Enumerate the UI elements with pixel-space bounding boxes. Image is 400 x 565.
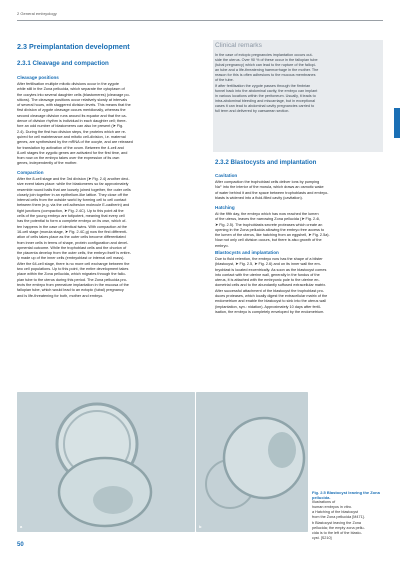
clinical-text-line: In the case of ectopic pregnancies implantation occurs out-: [215, 53, 313, 57]
text-line: first division of zygote cleavage occurs meridionally, whereas the: [17, 108, 126, 113]
text-line: of water behind it and the space between trophoblasts and embryo-: [215, 190, 329, 195]
subsection-title: 2.3.1 Cleavage and compaction: [17, 60, 109, 67]
cleavage-heading: Cleavage positions: [17, 75, 59, 80]
text-line: while still in the Zona pellucida, which separate the cytoplasm of: [17, 87, 125, 92]
cleavage-paragraph: [17, 82, 201, 167]
text-line: sitions). The cleavage positions occur relatively slowly at intervals: [17, 97, 128, 102]
text-line: duces proteases, which locally digest the extracellular matrix of the: [215, 294, 328, 299]
running-head: 2 General embryology: [17, 11, 57, 16]
clinical-text-line: of the tube.: [215, 78, 234, 83]
caption-line: cida is to the left of the blasto-: [312, 530, 362, 535]
text-line: 16-cell stage (morula stage, ➤ Fig. 2.4C,g) now the first differenti-: [17, 229, 128, 234]
text-line: After successful attachment of the blastocyst the trophoblast pro-: [215, 288, 325, 293]
text-line: resemble round balls that are loosely joined together, the outer cells: [17, 187, 131, 192]
clinical-remarks-title: Clinical remarks: [215, 42, 262, 49]
figure-image-a: [17, 392, 195, 532]
text-line: from now on the embryo takes over the expression of its own: [17, 156, 120, 161]
clinical-text-line: If after fertilisation the zygote passes through the fimbrian: [215, 83, 311, 88]
caption-line: a Hatching of the blastocyst: [312, 510, 359, 515]
compaction-heading: Compaction: [17, 170, 44, 175]
text-line: fore an odd number of blastomeres can also be present (➤ Fig.: [17, 124, 124, 129]
header-rule: [17, 20, 383, 21]
compaction-paragraph: [17, 177, 201, 299]
text-line: ➤ Fig. 2.5). The trophoblasts secrete proteases which create an: [215, 222, 323, 227]
text-line: 2.4). During the first two division steps, the proteins which are re-: [17, 129, 127, 134]
figure-label-b: b: [199, 524, 202, 529]
clinical-text-line: reason for this is often adhesions to the mucous membranes: [215, 73, 316, 78]
section-title: 2.3 Preimplantation development: [17, 42, 130, 51]
text-line: place within the Zona pellucida, which migrates through the fallo-: [17, 272, 126, 277]
text-line: tects the embryo from premature implantation in the mucosa of the: [17, 282, 129, 287]
clinical-text-line: an tube and a life-threatening haemorrhage in the mother. The: [215, 68, 319, 73]
text-line: the oocytes into several daughter cells (blastomeres) (cleavage po-: [17, 92, 130, 97]
caption-line: human embryos in vitro.: [312, 505, 353, 510]
text-line: closely join together in an epithelium-like lattice. They close off the: [17, 192, 129, 197]
text-line: and is life-threatening for both, mother and embryo.: [17, 293, 104, 298]
text-line: ly made up of the inner cells (embryoblast or internal cell mass).: [17, 256, 125, 261]
text-line: endometrium and enable the blastocyst to sink into the uterus wall: [215, 299, 327, 304]
text-line: 8-cell stages the zygotic genes are activated for the first time, and: [17, 150, 128, 155]
figure-image-b: [196, 392, 308, 532]
text-line: second cleavage division runs around its equator and that the ca-: [17, 113, 127, 118]
cavitation-heading: Cavitation: [215, 173, 238, 178]
subsection-title-2: 2.3.2 Blastocysts and implantation: [215, 159, 317, 166]
blastocyst-micrograph-a: [17, 392, 195, 532]
hatching-paragraph: [215, 212, 383, 249]
caption-line: Illustrations of: [312, 500, 336, 505]
text-line: Now not only cell division occurs, but there is also growth of the: [215, 238, 322, 243]
text-line: cells of the young embryo are totipotent, meaning that every cell: [17, 214, 125, 219]
text-line: dometrial cells and to the abundantly suffused extracellular matrix.: [215, 283, 327, 288]
text-line: At the fifth day, the embryo which has now reached the lumen: [215, 212, 319, 216]
text-line: opmental outcome. While the trophoblast cells and the chorion of: [17, 245, 127, 250]
text-line: ten happens in the case of identical twins. With compaction at the: [17, 224, 127, 229]
text-line: After the 8-cell stage and the 3rd division (➤ Fig. 2.4) another deci-: [17, 177, 130, 181]
clinical-text-line: intra-abdominal bleeding and miscarriage, but in exceptional: [215, 98, 316, 103]
text-line: into contact with the uterine wall, generally in the fundus of the: [215, 272, 320, 277]
page-number: 50: [17, 542, 24, 548]
text-line: the placenta develop from the outer cells, the embryo itself is entire-: [17, 251, 131, 256]
text-line: After the 64-cell stage, there is no more cell exchange between the: [17, 261, 130, 266]
clinical-text-line: cases it can lead to abdominal cavity pregnancies carried to: [215, 103, 315, 108]
text-line: between them (e.g. via the cell adhesion molecule E-cadherin) and: [17, 203, 130, 208]
text-line: uterus, it is attached with the embryonic pole to the uterine en-: [215, 278, 320, 283]
clinical-remarks-text: [215, 53, 381, 114]
text-line: genes, are synthesised by the mRNA of the oocyte, and are released: [17, 140, 133, 145]
clinical-text-line: (tubal pregnancy) which can lead to the rupture of the fallopi-: [215, 63, 316, 68]
text-line: opening in the Zona pellucida allowing the embryo free access to: [215, 227, 325, 232]
text-line: genes, independently of the mother.: [17, 161, 78, 166]
text-line: bryoblast is located excentrically. As soon as the blastocyst comes: [215, 267, 327, 272]
text-line: (blastocyst, ➤ Fig. 2.5, ➤ Fig. 2.6) and on its inner wall the em-: [215, 262, 321, 267]
text-line: from inner cells in terms of shape, protein configuration and devel-: [17, 240, 129, 245]
text-line: for translation by activation of the ovum. Between the 4-cell and: [17, 145, 124, 150]
text-line: pian tube to the uterus during this period. The Zona pellucida pro-: [17, 277, 128, 282]
text-line: ation of cells takes place as the outer cells become differentiated: [17, 235, 126, 240]
caption-line: b Blastocyst leaving the Zona: [312, 520, 361, 525]
text-line: tight junctions (compaction, ➤ Fig. 2.4C). Up to this point all the: [17, 208, 124, 213]
text-line: quired for cell maintenance and mitotic cell-division, i.e. maternal: [17, 134, 126, 139]
caption-line: from the Zona pellucida [M471].: [312, 515, 365, 520]
text-line: Due to fluid retention, the embryo now has the shape of a blister: [215, 257, 323, 261]
cavitation-paragraph: [215, 180, 383, 201]
text-line: of the uterus, leaves the narrowing Zona pellucida (➤ Fig. 2.4i,: [215, 217, 321, 222]
clinical-text-line: in various locations within the peritoneum. Usually, it leads to: [215, 93, 316, 98]
text-line: Na⁺ into the interior of the morula, which draws an osmotic wake: [215, 185, 324, 190]
figure-label-a: a: [20, 524, 23, 529]
text-line: fallopian tube, which would lead to an ectopic (tubal) pregnancy: [17, 288, 124, 293]
text-line: two cell populations. Up to this point, the entire development takes: [17, 267, 129, 272]
text-line: dence of division rhythm is individual in each daughter cell; there-: [17, 119, 127, 124]
blastocyst-micrograph-b: [196, 392, 308, 532]
figure-caption-body: [312, 500, 384, 541]
text-line: isation, the embryo is completely enveloped by the endometrium.: [215, 309, 325, 314]
text-line: embryo.: [215, 243, 229, 248]
text-line: the lumen of the uterus, like hatching from an eggshell, ➤ Fig. 2.5a).: [215, 233, 330, 238]
text-line: internal cells from the outside world by forming cell to cell contact: [17, 198, 127, 203]
text-line: of several hours, with staggered division levels. This means that the: [17, 103, 131, 108]
clinical-text-line: full term and delivered by caesarean section.: [215, 109, 290, 114]
text-line: blasts is widened into a fluid-filled cavity (cavitation).: [215, 195, 303, 200]
text-line: After fertilisation multiple mitotic divisions occur in the zygote: [17, 82, 119, 86]
text-line: sive event takes place: while the blastomeres so far approximately: [17, 182, 129, 187]
clinical-text-line: side the uterus. Over 90 % of these occur in the fallopian tube: [215, 58, 318, 63]
hatching-heading: Hatching: [215, 205, 235, 210]
caption-line: pellucida; the empty zona pellu-: [312, 525, 365, 530]
caption-line: cyst. [S210]: [312, 535, 332, 540]
blastocyst-paragraph: [215, 257, 383, 315]
text-line: has the potential to form a complete embryo on its own, which of-: [17, 219, 127, 224]
figure-caption: [312, 490, 384, 541]
section-tab: [394, 108, 400, 138]
clinical-text-line: funnel back into the abdominal cavity, the embryo can implant: [215, 88, 318, 93]
figure-caption-title: Fig. 2.5 Blastocyst leaving the Zona pellucida.: [312, 490, 380, 501]
blastocyst-heading: Blastocysts and implantation: [215, 250, 279, 255]
text-line: (implantation, syn.: nidation). Approximately 10 days after fertil-: [215, 304, 321, 309]
text-line: After compaction the trophoblast cells deliver ions by pumping: [215, 180, 320, 184]
